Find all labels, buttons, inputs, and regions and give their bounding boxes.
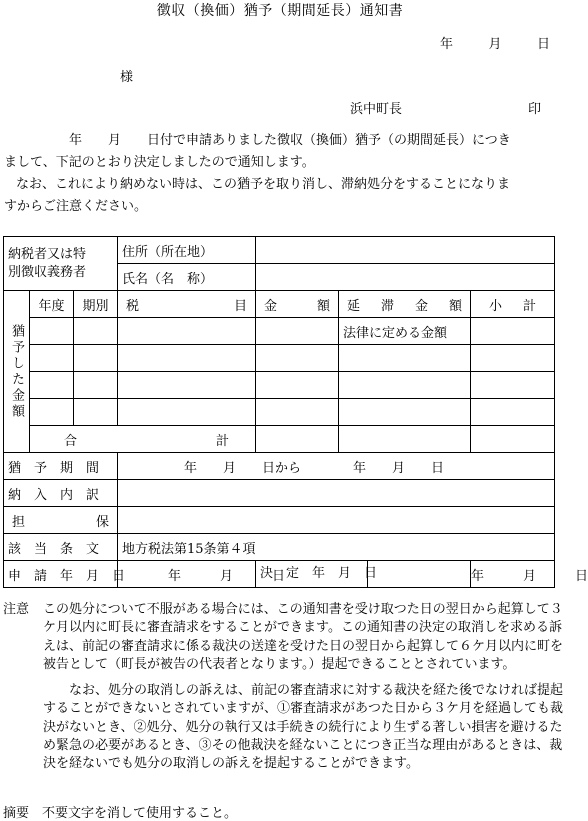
col-tax-item [118, 291, 256, 318]
cell[interactable] [339, 372, 471, 399]
body-line-2: まして、下記のとおり決定しましたので通知します。 [4, 155, 315, 170]
total-subtotal[interactable] [471, 426, 555, 453]
column-header-row [4, 291, 555, 318]
cell[interactable] [74, 372, 118, 399]
col-amount [256, 291, 339, 318]
notice-body [4, 130, 562, 218]
cell[interactable] [471, 318, 555, 345]
collateral-label [4, 507, 118, 534]
collateral-row [4, 507, 555, 534]
total-amount[interactable] [256, 426, 339, 453]
col-delinq-b: 滞 [381, 298, 395, 314]
issue-date-month: 月 [488, 37, 502, 52]
payment-row [4, 480, 555, 507]
col-period: 期別 [74, 291, 118, 318]
collateral-a: 担 [12, 514, 26, 530]
cell[interactable] [74, 399, 118, 426]
document-title: 徴収（換価）猶予（期間延長）通知書 [156, 3, 404, 19]
col-year: 年度 [30, 291, 74, 318]
delinquency-legal-note: 法律に定める金額 [339, 318, 471, 345]
col-delinq-c: 金 [414, 298, 428, 314]
notes-paragraph-1: この処分について不服がある場合には、この通知書を受け取つた日の翌日から起算して３ケ月以内に町長に審査請求をすることができます。この通知書の決定の取消しを求める訴えは、前記の審査請求に係る裁決の送達を受けた日の翌日から起算して６ケ月以内に町を被告として（町長が被告の代表者となります。）提起できることとされています。 [43, 602, 564, 672]
col-amount-a: 金 [264, 298, 278, 314]
col-subtotal-b: 計 [523, 298, 537, 314]
table-row [4, 372, 555, 399]
apply-date-value: 年 月 日 [118, 561, 256, 588]
grace-period-row [4, 453, 555, 480]
total-delinquency[interactable] [339, 426, 471, 453]
cell[interactable] [74, 318, 118, 345]
cell[interactable] [30, 399, 74, 426]
cell[interactable] [74, 345, 118, 372]
dates-row [4, 561, 555, 588]
total-row [4, 426, 555, 453]
col-subtotal-a: 小 [489, 298, 503, 314]
cell[interactable] [471, 399, 555, 426]
cell[interactable] [30, 345, 74, 372]
clause-label: 該 当 条 文 [4, 534, 118, 561]
col-amount-b: 額 [317, 298, 331, 314]
cell[interactable] [30, 318, 74, 345]
notes-section [3, 601, 565, 774]
detail-table [3, 236, 588, 588]
issuer-name: 浜中町長 [350, 102, 403, 117]
cell[interactable] [118, 318, 256, 345]
cell[interactable] [118, 345, 256, 372]
decide-date-value: 年 月 日 [471, 561, 555, 588]
deferred-amount-label: 猶予した金額 [4, 291, 30, 453]
cell[interactable] [118, 399, 256, 426]
table-row [4, 318, 555, 345]
notes-paragraph-2: なお、処分の取消しの訴えは、前記の審査請求に対する裁決を経た後でなければ提起することができないとされていますが、①審査請求があつた日から３ケ月を経過しても裁決がないとき、②処分、処分の執行又は手続きの続行により生ずる著しい損害を避けるため緊急の必要があるとき、③その他裁決を経ないことにつき正当な理由があるときは、裁決を経ないでも処分の取消しの訴えを提起することができます。 [43, 683, 564, 772]
payment-label: 納 入 内 訳 [4, 480, 118, 507]
seal-mark: 印 [528, 102, 542, 117]
col-delinquency [339, 291, 471, 318]
cell[interactable] [256, 372, 339, 399]
taxpayer-label-line2: 別徴収義務者 [8, 264, 87, 280]
taxpayer-label-line1: 納税者又は特 [8, 246, 87, 262]
col-tax-a: 税 [126, 298, 140, 314]
total-a: 合 [64, 433, 78, 449]
cell[interactable] [256, 399, 339, 426]
summary-note: 摘要 不要文字を消して使用すること。 [3, 806, 238, 821]
name-field[interactable] [256, 264, 555, 291]
total-label [30, 426, 256, 453]
table-row [4, 399, 555, 426]
cell[interactable] [256, 318, 339, 345]
apply-date-label: 申 請 年 月 日 [4, 561, 118, 588]
clause-row [4, 534, 555, 561]
cell[interactable] [30, 372, 74, 399]
taxpayer-label [4, 237, 118, 291]
cell[interactable] [256, 345, 339, 372]
payment-field[interactable] [118, 480, 555, 507]
cell[interactable] [471, 345, 555, 372]
cell[interactable] [471, 372, 555, 399]
col-delinq-d: 額 [448, 298, 462, 314]
cell[interactable] [118, 372, 256, 399]
address-label: 住所（所在地） [118, 237, 256, 264]
grace-period-value: 年 月 日から 年 月 日 [118, 453, 555, 480]
cell[interactable] [339, 345, 471, 372]
decide-date-label: 決 定 年 月 日 [256, 561, 368, 587]
issue-date-day: 日 [536, 37, 550, 52]
decide-date-cell [256, 561, 471, 588]
addressee-suffix: 様 [120, 70, 134, 85]
clause-value: 地方税法第15条第４項 [118, 534, 555, 561]
collateral-b: 保 [96, 514, 110, 530]
address-field[interactable] [256, 237, 555, 264]
collateral-field[interactable] [118, 507, 555, 534]
notes-label: 注意 [3, 602, 30, 617]
col-tax-b: 目 [234, 298, 248, 314]
total-b: 計 [216, 433, 230, 449]
issue-date-year: 年 [440, 37, 454, 52]
issue-date [440, 33, 550, 52]
name-label: 氏名（名 称） [118, 264, 256, 291]
body-line-3: なお、これにより納めない時は、この猶予を取り消し、滞納処分をすることになりま [16, 177, 511, 192]
body-line-1: 年 月 日付で申請ありました徴収（換価）猶予（の期間延長）につき [69, 133, 511, 148]
table-row [4, 345, 555, 372]
address-row [4, 237, 555, 264]
cell[interactable] [339, 399, 471, 426]
grace-period-label: 猶 予 期 間 [4, 453, 118, 480]
body-line-4: すからご注意ください。 [4, 199, 148, 214]
col-delinq-a: 延 [347, 298, 361, 314]
col-subtotal [471, 291, 555, 318]
